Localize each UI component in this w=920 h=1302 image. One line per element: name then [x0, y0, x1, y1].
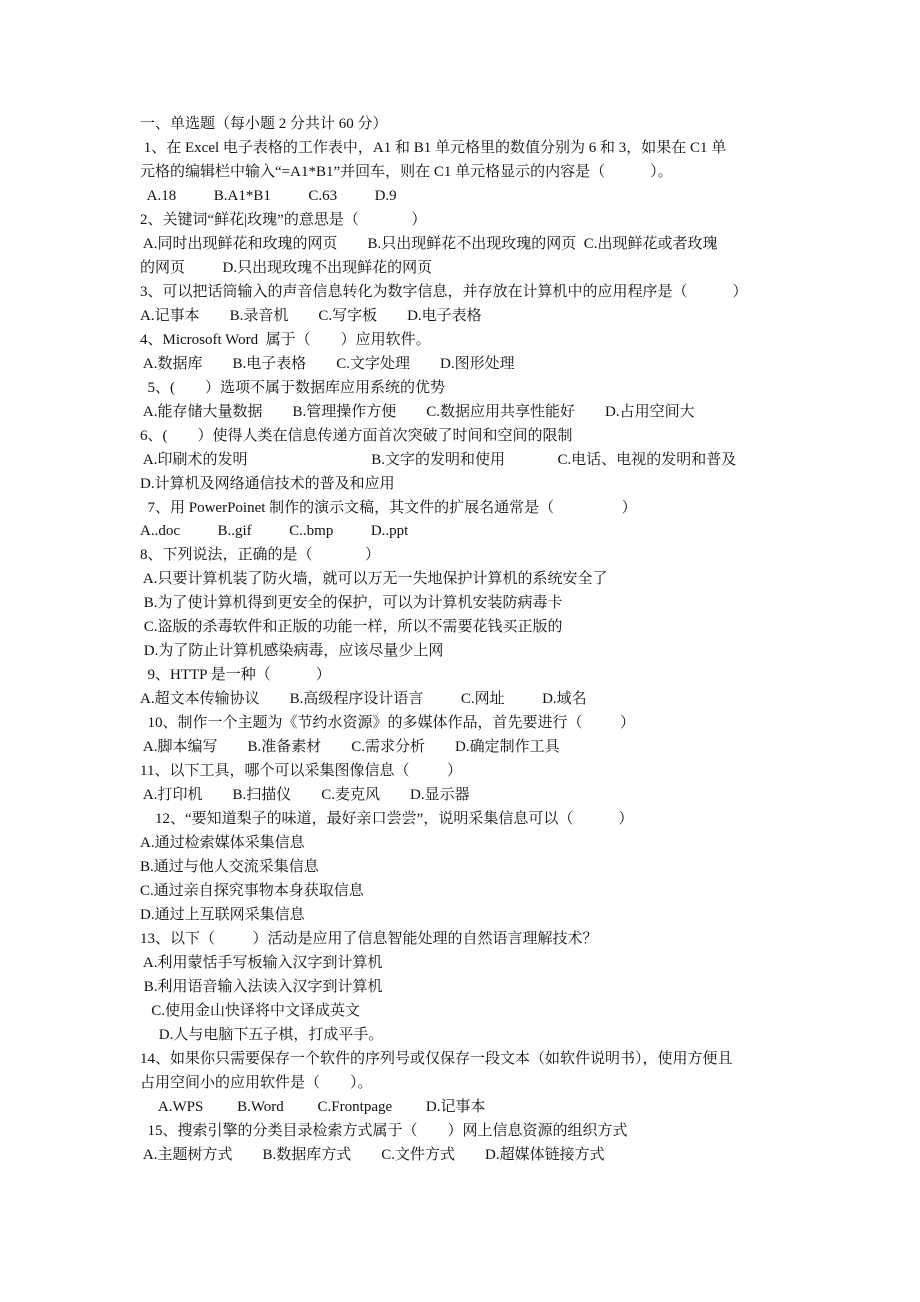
text-line: 2、关键词“鲜花|玫瑰”的意思是（ ）: [140, 211, 427, 228]
text-line: 12、“要知道梨子的味道，最好亲口尝尝”，说明采集信息可以（ ）: [140, 811, 634, 828]
text-line: B.利用语音输入法读入汉字到计算机: [140, 978, 383, 995]
text-line: 4、Microsoft Word 属于（ ）应用软件。: [140, 331, 431, 348]
text-line: 1、在 Excel 电子表格的工作表中，A1 和 B1 单元格里的数值分别为 6 和 3，如果在 C1 单: [140, 139, 727, 156]
text-line: 15、搜索引擎的分类目录检索方式属于（ ）网上信息资源的组织方式: [140, 1122, 628, 1139]
text-line: C.盗版的杀毒软件和正版的功能一样，所以不需要花钱买正版的: [140, 619, 563, 636]
text-line: A.记事本 B.录音机 C.写字板 D.电子表格: [140, 307, 482, 324]
text-line: 10、制作一个主题为《节约水资源》的多媒体作品，首先要进行（ ）: [140, 715, 636, 732]
text-line: D.计算机及网络通信技术的普及和应用: [140, 475, 395, 492]
text-line: 占用空间小的应用软件是（ ）。: [140, 1074, 373, 1091]
text-line: A.数据库 B.电子表格 C.文字处理 D.图形处理: [140, 355, 515, 372]
text-line: A.能存储大量数据 B.管理操作方便 C.数据应用共享性能好 D.占用空间大: [140, 403, 695, 420]
text-line: B.通过与他人交流采集信息: [140, 859, 319, 876]
text-line: 9、HTTP 是一种（ ）: [140, 667, 331, 684]
text-line: D.人与电脑下五子棋，打成平手。: [140, 1026, 384, 1043]
text-line: 7、用 PowerPoinet 制作的演示文稿，其文件的扩展名通常是（ ）: [140, 499, 637, 516]
text-line: A.主题树方式 B.数据库方式 C.文件方式 D.超媒体链接方式: [140, 1146, 605, 1163]
section-heading: 一、单选题（每小题 2 分共计 60 分）: [140, 116, 388, 132]
text-line: C.使用金山快译将中文译成英文: [140, 1002, 361, 1019]
text-line: A..doc B..gif C..bmp D..ppt: [140, 523, 409, 540]
text-line: 13、以下（ ）活动是应用了信息智能处理的自然语言理解技术？: [140, 930, 598, 947]
text-line: A.超文本传输协议 B.高级程序设计语言 C.网址 D.域名: [140, 691, 587, 708]
text-line: A.同时出现鲜花和玫瑰的网页 B.只出现鲜花不出现玫瑰的网页 C.出现鲜花或者玫瑰: [140, 235, 718, 252]
text-line: 元格的编辑栏中输入“=A1*B1”并回车，则在 C1 单元格显示的内容是（ ）。: [140, 163, 673, 180]
text-line: A.打印机 B.扫描仪 C.麦克风 D.显示器: [140, 787, 470, 804]
text-line: 3、可以把话筒输入的声音信息转化为数字信息，并存放在计算机中的应用程序是（ ）: [140, 283, 748, 300]
text-line: A.WPS B.Word C.Frontpage D.记事本: [140, 1098, 486, 1115]
text-line: D.为了防止计算机感染病毒，应该尽量少上网: [140, 643, 444, 660]
text-line: A.18 B.A1*B1 C.63 D.9: [140, 187, 397, 204]
text-line: A.脚本编写 B.准备素材 C.需求分析 D.确定制作工具: [140, 739, 560, 756]
text-line: D.通过上互联网采集信息: [140, 907, 305, 923]
text-line: A.通过检索媒体采集信息: [140, 835, 305, 852]
text-line: B.为了使计算机得到更安全的保护，可以为计算机安装防病毒卡: [140, 595, 563, 612]
text-line: 8、下列说法，正确的是（ ）: [140, 547, 381, 564]
text-line: A.只要计算机装了防火墙，就可以万无一失地保护计算机的系统安全了: [140, 571, 608, 588]
text-line: 14、如果你只需要保存一个软件的序列号或仅保存一段文本（如软件说明书），使用方便且: [140, 1050, 733, 1067]
text-line: 11、以下工具，哪个可以采集图像信息（ ）: [140, 763, 462, 780]
text-line: A.印刷术的发明 B.文字的发明和使用 C.电话、电视的发明和普及: [140, 451, 737, 468]
text-line: C.通过亲自探究事物本身获取信息: [140, 883, 364, 900]
text-line: 6、( ）使得人类在信息传递方面首次突破了时间和空间的限制: [140, 427, 573, 444]
text-line: 的网页 D.只出现玫瑰不出现鲜花的网页: [140, 259, 433, 276]
text-line: A.利用蒙恬手写板输入汉字到计算机: [140, 954, 383, 971]
text-line: 5、( ）选项不属于数据库应用系统的优势: [140, 379, 445, 396]
